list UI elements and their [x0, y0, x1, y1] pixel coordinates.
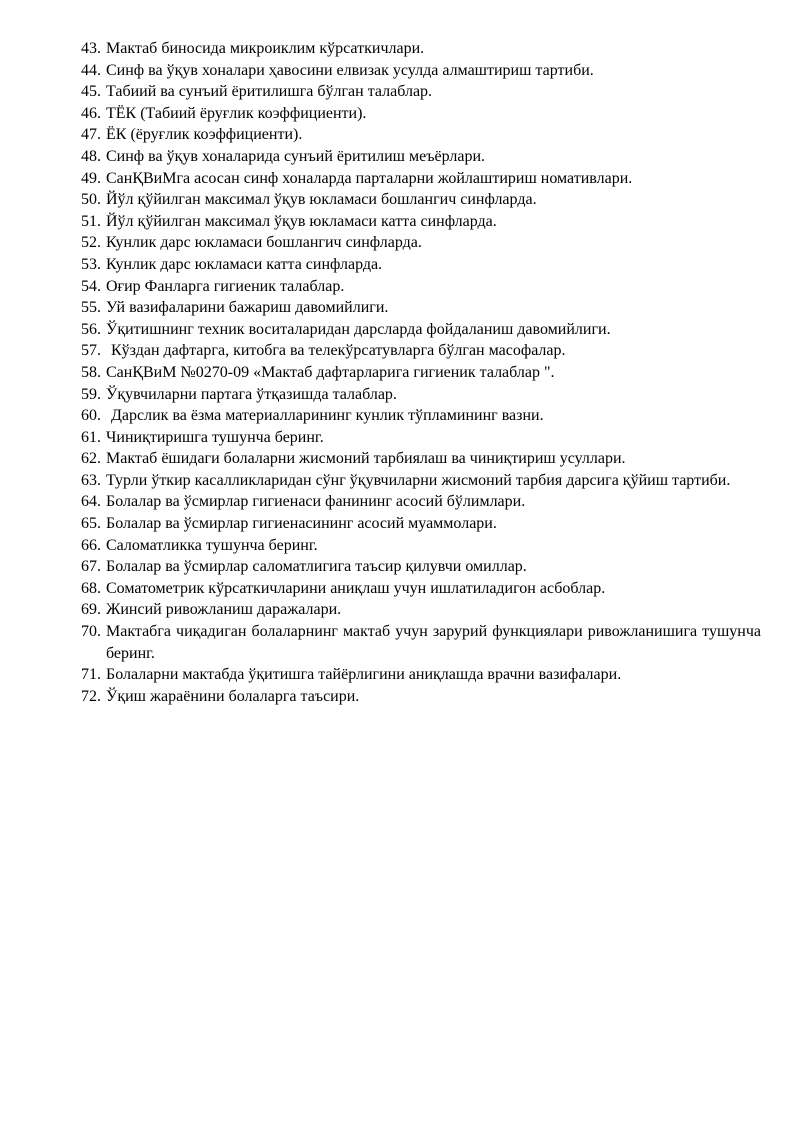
item-number: 63. [81, 471, 101, 489]
list-item [81, 427, 761, 449]
list-item [81, 578, 761, 600]
item-text: Саломатликка тушунча беринг. [106, 536, 318, 554]
list-item [81, 470, 761, 492]
list-item [81, 254, 761, 276]
question-list [81, 38, 761, 707]
item-number: 70. [81, 623, 101, 641]
item-number: 55. [81, 299, 101, 317]
list-item [81, 319, 761, 341]
item-number: 65. [81, 515, 101, 533]
item-number: 60. [81, 407, 101, 425]
list-item [81, 124, 761, 146]
item-number: 58. [81, 363, 101, 381]
item-text: СанҚВиМга асосан синф хоналарда парталарни жойлаштириш номативлари. [106, 169, 633, 187]
item-text: Кўздан дафтарга, китобга ва телекўрсатувларга бўлган масофалар. [111, 342, 566, 360]
list-item [81, 340, 761, 362]
item-text: Ўқувчиларни партага ўтқазишда талаблар. [106, 385, 397, 403]
list-item [81, 297, 761, 319]
item-number: 53. [81, 255, 101, 273]
item-text: Кунлик дарс юкламаси бошлангич синфларда. [106, 234, 422, 252]
list-item [81, 81, 761, 103]
item-text: Уй вазифаларини бажариш давомийлиги. [106, 299, 389, 317]
item-number: 69. [81, 601, 101, 619]
list-item [81, 211, 761, 233]
item-text: Болалар ва ўсмирлар саломатлигига таъсир қилувчи омиллар. [106, 558, 527, 576]
item-text: Болалар ва ўсмирлар гигиенаси фанининг асосий бўлимлари. [106, 493, 526, 511]
list-item [81, 60, 761, 82]
item-text: Чиниқтиришга тушунча беринг. [106, 428, 324, 446]
item-number: 68. [81, 579, 101, 597]
item-number: 57. [81, 342, 101, 360]
item-text: ЁК (ёруғлик коэффициенти). [106, 126, 303, 144]
list-item [81, 189, 761, 211]
item-number: 48. [81, 147, 101, 165]
item-number: 59. [81, 385, 101, 403]
item-number: 61. [81, 428, 101, 446]
list-item [81, 38, 761, 60]
list-item [81, 276, 761, 298]
item-text: Мактабга чиқадиган болаларнинг мактаб учун зарурий функциялари ривожланишига тушунча беринг. [106, 623, 761, 662]
item-text: Ўқиш жараёнини болаларга таъсири. [106, 687, 360, 705]
item-number: 49. [81, 169, 101, 187]
list-item [81, 621, 761, 664]
list-item [81, 535, 761, 557]
item-number: 52. [81, 234, 101, 252]
item-number: 62. [81, 450, 101, 468]
list-item [81, 556, 761, 578]
item-number: 45. [81, 83, 101, 101]
item-text: Жинсий ривожланиш даражалари. [106, 601, 342, 619]
item-text: СанҚВиМ №0270-09 «Мактаб дафтарларига гигиеник талаблар ". [106, 363, 555, 381]
item-text: Болаларни мактабда ўқитишга тайёрлигини аниқлашда врачни вазифалари. [106, 666, 622, 684]
item-text: Соматометрик кўрсаткичларини аниқлаш учун ишлатиладигон асбоблар. [106, 579, 606, 597]
item-text: Мактаб биносида микроиклим кўрсаткичлари. [106, 40, 425, 57]
item-text: Ўқитишнинг техник воситаларидан дарсларда фойдаланиш давомийлиги. [106, 320, 611, 338]
item-text: Йўл қўйилган максимал ўқув юкламаси бошлангич синфларда. [106, 191, 537, 209]
item-number: 46. [81, 104, 101, 122]
list-item [81, 168, 761, 190]
item-number: 64. [81, 493, 101, 511]
item-number: 51. [81, 212, 101, 230]
item-text: Синф ва ўқув хоналарида сунъий ёритилиш меъёрлари. [106, 147, 485, 165]
list-item [81, 599, 761, 621]
item-text: Турли ўткир касалликларидан сўнг ўқувчиларни жисмоний тарбия дарсига қўйиш тартиби. [106, 471, 731, 489]
list-item [81, 103, 761, 125]
item-number: 56. [81, 320, 101, 338]
item-text: Дарслик ва ёзма материалларининг кунлик тўпламининг вазни. [111, 407, 544, 425]
item-text: ТЁК (Табиий ёруғлик коэффициенти). [106, 104, 367, 122]
item-number: 66. [81, 536, 101, 554]
list-item [81, 146, 761, 168]
item-number: 72. [81, 687, 101, 705]
item-text: Йўл қўйилган максимал ўқув юкламаси катта синфларда. [106, 212, 497, 230]
list-item [81, 513, 761, 535]
item-text: Синф ва ўқув хоналари ҳавосини елвизак усулда алмаштириш тартиби. [106, 61, 594, 79]
list-item [81, 491, 761, 513]
item-text: Табиий ва сунъий ёритилишга бўлган талаблар. [106, 83, 433, 101]
list-item [81, 448, 761, 470]
item-text: Кунлик дарс юкламаси катта синфларда. [106, 255, 383, 273]
item-number: 50. [81, 191, 101, 209]
item-text: Болалар ва ўсмирлар гигиенасининг асосий муаммолари. [106, 515, 497, 533]
item-number: 43. [81, 40, 101, 57]
item-text: Оғир Фанларга гигиеник талаблар. [106, 277, 345, 295]
item-number: 71. [81, 666, 101, 684]
list-item [81, 405, 761, 427]
list-item [81, 664, 761, 686]
list-item [81, 232, 761, 254]
item-number: 44. [81, 61, 101, 79]
item-text: Мактаб ёшидаги болаларни жисмоний тарбиялаш ва чиниқтириш усуллари. [106, 450, 626, 468]
list-item [81, 686, 761, 708]
item-number: 54. [81, 277, 101, 295]
list-item [81, 362, 761, 384]
item-number: 47. [81, 126, 101, 144]
list-item [81, 384, 761, 406]
item-number: 67. [81, 558, 101, 576]
